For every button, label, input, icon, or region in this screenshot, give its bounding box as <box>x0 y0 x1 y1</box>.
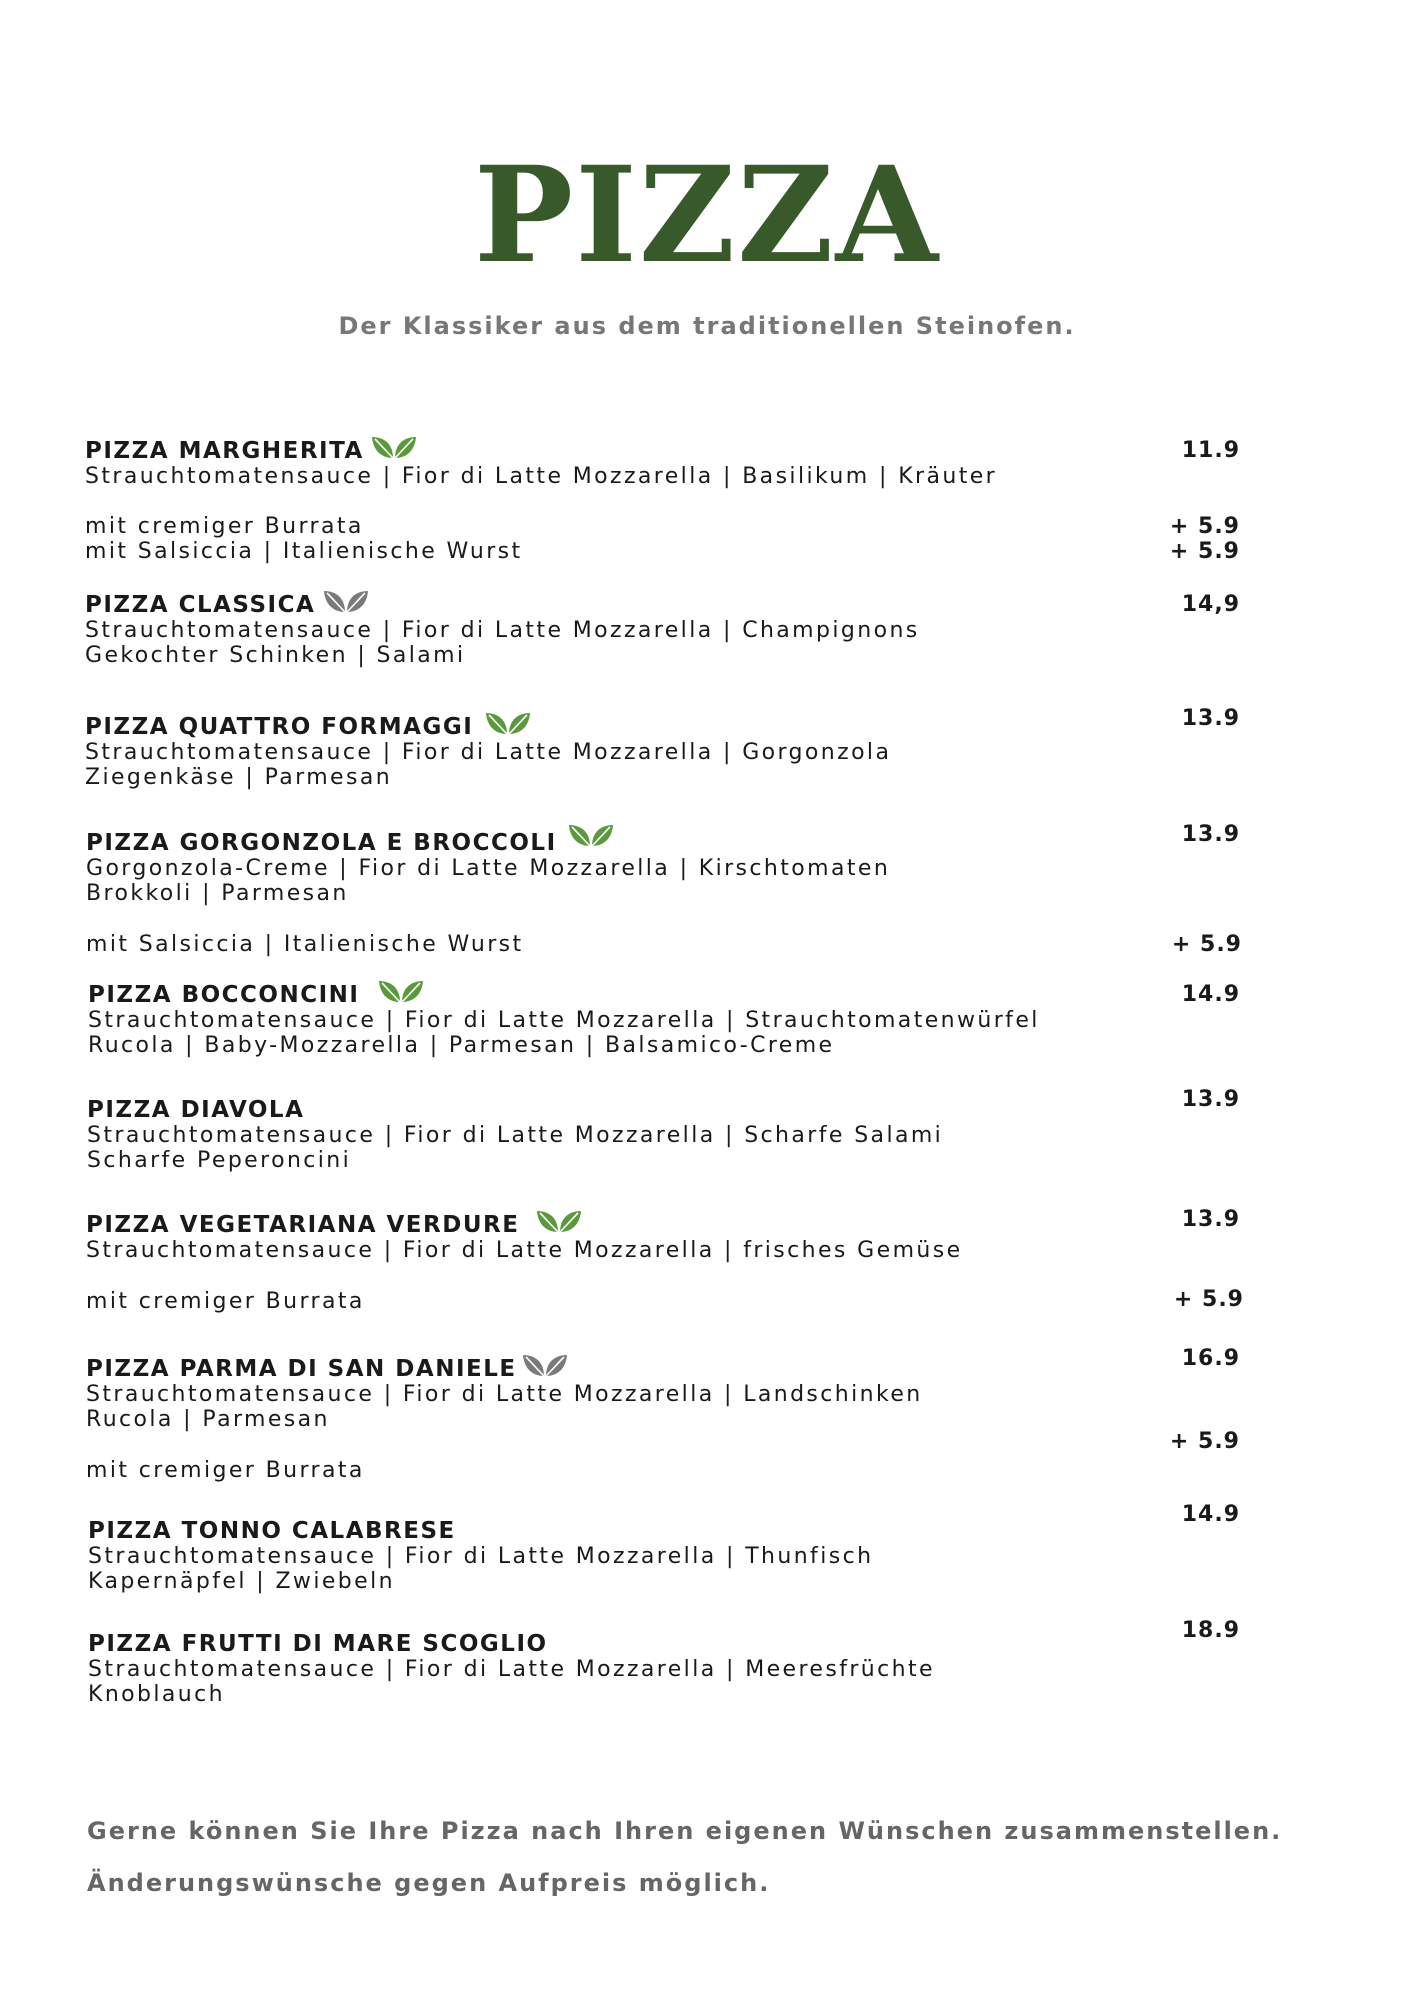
item-name: PIZZA MARGHERITA <box>85 438 364 464</box>
page-title: PIZZA <box>473 138 941 293</box>
item-extra: mit cremiger Burrata <box>85 514 364 539</box>
item-name: PIZZA CLASSICA <box>85 592 316 618</box>
leaf-icon <box>378 978 424 1004</box>
item-price: 14.9 <box>1181 1502 1240 1527</box>
item-description: Strauchtomatensauce | Fior di Latte Mozzarella | Landschinken <box>86 1382 923 1407</box>
item-description: Rucola | Parmesan <box>86 1407 330 1432</box>
item-name: PIZZA VEGETARIANA VERDURE <box>86 1212 520 1238</box>
item-extra-price: + 5.9 <box>1171 932 1242 957</box>
item-description: Ziegenkäse | Parmesan <box>85 765 393 790</box>
item-extra-price: + 5.9 <box>1173 1287 1244 1312</box>
item-price: 13.9 <box>1181 1087 1240 1112</box>
item-description: Gekochter Schinken | Salami <box>85 643 466 668</box>
item-description: Rucola | Baby-Mozzarella | Parmesan | Balsamico-Creme <box>88 1033 835 1058</box>
item-price: 14,9 <box>1181 592 1240 617</box>
page-subtitle: Der Klassiker aus dem traditionellen Steinofen. <box>338 312 1076 340</box>
item-extra: mit cremiger Burrata <box>86 1289 365 1314</box>
item-description: Brokkoli | Parmesan <box>86 881 349 906</box>
item-extra-price: + 5.9 <box>1169 1429 1240 1454</box>
item-description: Strauchtomatensauce | Fior di Latte Mozzarella | Basilikum | Kräuter <box>85 464 998 489</box>
item-description: Strauchtomatensauce | Fior di Latte Mozzarella | frisches Gemüse <box>86 1238 963 1263</box>
item-price: 16.9 <box>1181 1346 1240 1371</box>
item-extra: mit Salsiccia | Italienische Wurst <box>86 932 524 957</box>
item-name: PIZZA DIAVOLA <box>87 1097 305 1123</box>
item-extra-price: + 5.9 <box>1169 514 1240 539</box>
item-name: PIZZA PARMA DI SAN DANIELE <box>86 1356 517 1382</box>
item-description: Strauchtomatensauce | Fior di Latte Mozzarella | Gorgonzola <box>85 740 892 765</box>
item-price: 13.9 <box>1181 706 1240 731</box>
leaf-icon <box>522 1352 568 1378</box>
item-name: PIZZA FRUTTI DI MARE SCOGLIO <box>88 1631 548 1657</box>
item-description: Kapernäpfel | Zwiebeln <box>88 1569 395 1594</box>
leaf-icon <box>568 822 614 848</box>
footer-note: Gerne können Sie Ihre Pizza nach Ihren eigenen Wünschen zusammenstellen. <box>87 1817 1283 1845</box>
item-description: Gorgonzola-Creme | Fior di Latte Mozzarella | Kirschtomaten <box>86 856 891 881</box>
item-description: Strauchtomatensauce | Fior di Latte Mozzarella | Scharfe Salami <box>87 1123 944 1148</box>
item-description: Strauchtomatensauce | Fior di Latte Mozzarella | Strauchtomatenwürfel <box>88 1008 1040 1033</box>
item-extra: mit Salsiccia | Italienische Wurst <box>85 539 523 564</box>
item-description: Strauchtomatensauce | Fior di Latte Mozzarella | Thunfisch <box>88 1544 874 1569</box>
item-extra: mit cremiger Burrata <box>86 1458 365 1483</box>
leaf-icon <box>485 710 531 736</box>
item-price: 18.9 <box>1181 1618 1240 1643</box>
item-name: PIZZA QUATTRO FORMAGGI <box>85 714 474 740</box>
leaf-icon <box>536 1208 582 1234</box>
item-description: Strauchtomatensauce | Fior di Latte Mozzarella | Champignons <box>85 618 920 643</box>
item-description: Scharfe Peperoncini <box>87 1148 352 1173</box>
item-price: 14.9 <box>1181 982 1240 1007</box>
item-name: PIZZA TONNO CALABRESE <box>88 1518 456 1544</box>
footer-note: Änderungswünsche gegen Aufpreis möglich. <box>87 1869 771 1897</box>
item-name: PIZZA GORGONZOLA E BROCCOLI <box>86 830 557 856</box>
item-extra-price: + 5.9 <box>1169 539 1240 564</box>
item-name: PIZZA BOCCONCINI <box>88 982 360 1008</box>
item-price: 11.9 <box>1181 438 1240 463</box>
item-description: Strauchtomatensauce | Fior di Latte Mozzarella | Meeresfrüchte <box>88 1657 935 1682</box>
leaf-icon <box>323 588 369 614</box>
item-price: 13.9 <box>1181 822 1240 847</box>
item-description: Knoblauch <box>88 1682 225 1707</box>
item-price: 13.9 <box>1181 1207 1240 1232</box>
leaf-icon <box>371 434 417 460</box>
